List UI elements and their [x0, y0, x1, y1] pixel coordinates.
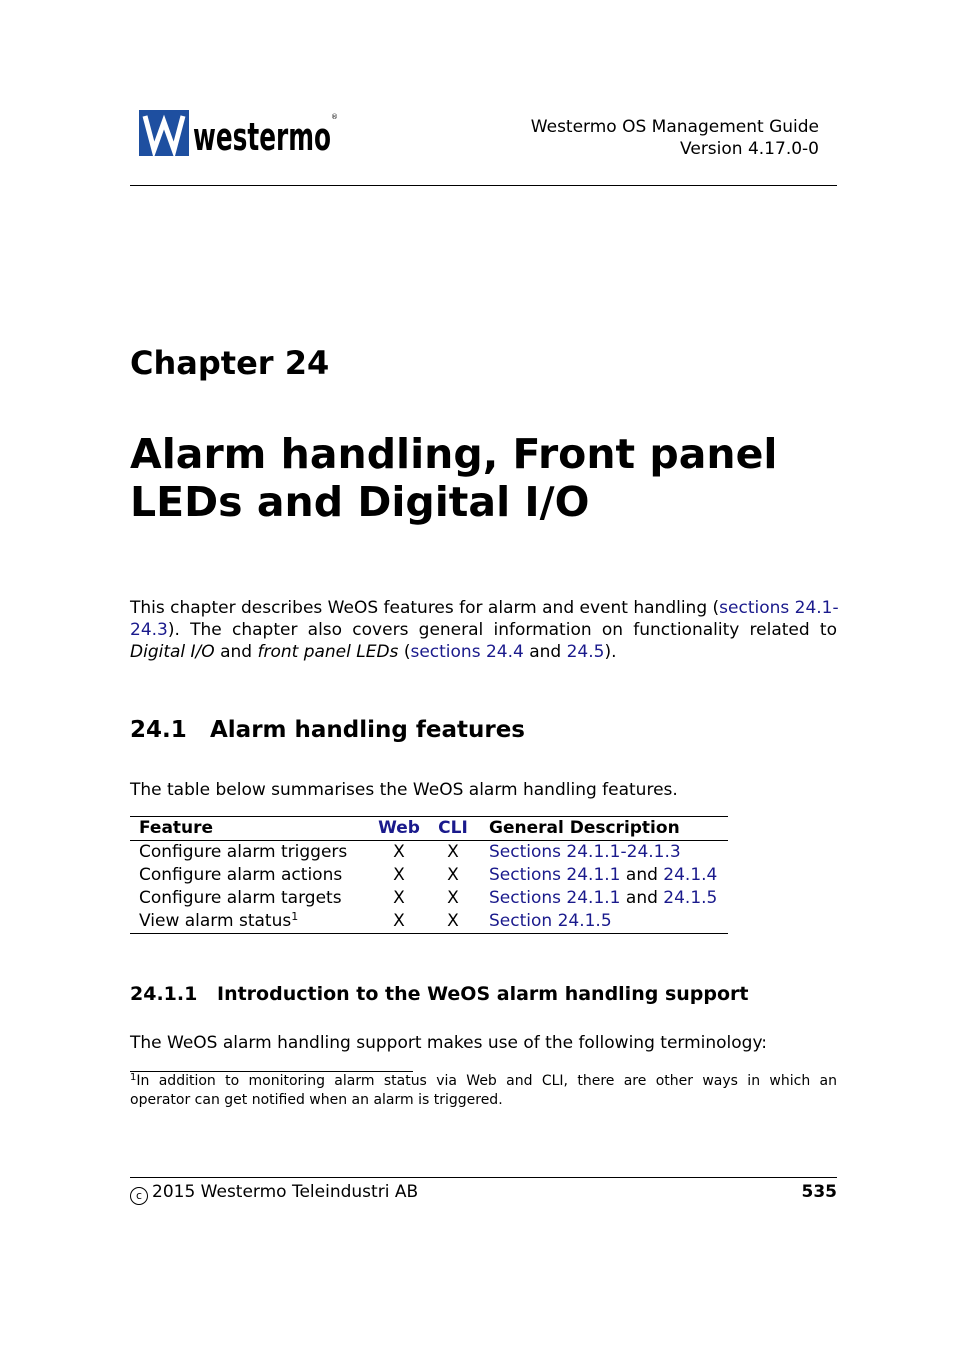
intro-text: (: [398, 642, 411, 662]
web-cell: X: [393, 842, 405, 862]
cli-cell: X: [447, 911, 459, 931]
footnote-marker[interactable]: 1: [291, 910, 299, 923]
desc-separator: -: [620, 842, 627, 862]
intro-paragraph: [130, 597, 837, 663]
feature-cell: Configure alarm triggers: [139, 842, 348, 862]
table-row: [130, 864, 728, 887]
feature-text: View alarm status: [139, 911, 292, 931]
subsection-title: Introduction to the WeOS alarm handling support: [217, 983, 749, 1005]
link-sections-24-1[interactable]: sections 24.1: [719, 598, 833, 618]
copyright-notice: [130, 1182, 418, 1205]
footnote-text: In addition to monitoring alarm status via Web and CLI, there are other ways in which an: [136, 1073, 837, 1089]
intro-line-2: [130, 619, 837, 641]
description-cell: [480, 864, 728, 887]
desc-separator: and: [620, 865, 664, 885]
footer-divider: [130, 1177, 837, 1178]
intro-line-1: [130, 597, 837, 619]
chapter-label: Chapter 24: [130, 344, 330, 382]
link-24-5[interactable]: 24.5: [566, 642, 605, 662]
emphasis-front-panel-leds: front panel LEDs: [257, 642, 399, 662]
description-cell: [480, 910, 728, 934]
link-section-ref[interactable]: Sections 24.1.1: [489, 888, 621, 908]
footnote-line-1: [130, 1072, 837, 1091]
intro-dash: -: [832, 598, 839, 618]
chapter-title: [130, 430, 837, 526]
web-cell: X: [393, 911, 405, 931]
feature-cell: Configure alarm actions: [139, 865, 343, 885]
web-cell: X: [393, 865, 405, 885]
col-web: Web: [378, 818, 420, 838]
link-section-ref[interactable]: 24.1.3: [626, 842, 681, 862]
cli-cell: X: [447, 888, 459, 908]
footnote-line-2: operator can get notified when an alarm is triggered.: [130, 1092, 503, 1108]
intro-text: ).: [604, 642, 617, 662]
intro-line-3: [130, 641, 837, 663]
chapter-title-line2: LEDs and Digital I/O: [130, 478, 590, 526]
col-feature: Feature: [139, 818, 214, 838]
table-row: [130, 910, 728, 934]
guide-title: Westermo OS Management Guide: [530, 117, 819, 137]
col-description: General Description: [489, 818, 680, 838]
section-heading: [130, 717, 525, 743]
feature-cell: [130, 910, 372, 934]
copyright-text: 2015 Westermo Teleindustri AB: [152, 1182, 419, 1202]
link-section-ref[interactable]: 24.1.4: [663, 865, 718, 885]
intro-text: ). The chapter also covers general information on functionality related to: [167, 620, 837, 640]
description-cell: [480, 887, 728, 910]
table-intro-text: The table below summarises the WeOS alarm handling features.: [130, 780, 678, 800]
cli-cell: X: [447, 865, 459, 885]
link-section-ref[interactable]: Section 24.1.5: [489, 911, 612, 931]
link-section-ref[interactable]: Sections 24.1.1: [489, 865, 621, 885]
emphasis-digital-io: Digital I/O: [130, 642, 215, 662]
desc-separator: and: [620, 888, 664, 908]
intro-text: and: [214, 642, 258, 662]
table-header-row: [130, 817, 728, 841]
terminology-text: The WeOS alarm handling support makes use of the following terminology:: [130, 1033, 768, 1053]
intro-text: and: [523, 642, 567, 662]
link-section-ref[interactable]: 24.1.5: [663, 888, 718, 908]
guide-version: Version 4.17.0-0: [680, 139, 819, 159]
alarm-features-table: [130, 816, 728, 934]
footnote-number: 1: [130, 1072, 137, 1083]
subsection-heading: [130, 983, 748, 1005]
link-sections-24-4[interactable]: sections 24.4: [410, 642, 524, 662]
col-cli: CLI: [438, 818, 468, 838]
copyright-icon: c: [130, 1187, 148, 1205]
cli-cell: X: [447, 842, 459, 862]
link-section-ref[interactable]: Sections 24.1.1: [489, 842, 621, 862]
chapter-title-line1: Alarm handling, Front panel: [130, 430, 778, 478]
table-row: [130, 841, 728, 865]
web-cell: X: [393, 888, 405, 908]
intro-text: This chapter describes WeOS features for alarm and event handling (: [130, 598, 720, 618]
header-divider: [130, 185, 837, 186]
guide-header: [531, 116, 819, 160]
logo-wordmark: westermo: [193, 115, 331, 156]
section-title: Alarm handling features: [210, 717, 525, 743]
page-number: 535: [801, 1182, 837, 1202]
svg-text:®: ®: [331, 113, 338, 121]
westermo-logo: [139, 110, 339, 156]
description-cell: [480, 841, 728, 865]
subsection-number: 24.1.1: [130, 983, 198, 1005]
link-24-3[interactable]: 24.3: [130, 620, 168, 640]
footnote: [130, 1072, 837, 1110]
section-number: 24.1: [130, 717, 187, 743]
table-row: [130, 887, 728, 910]
feature-cell: Configure alarm targets: [139, 888, 342, 908]
